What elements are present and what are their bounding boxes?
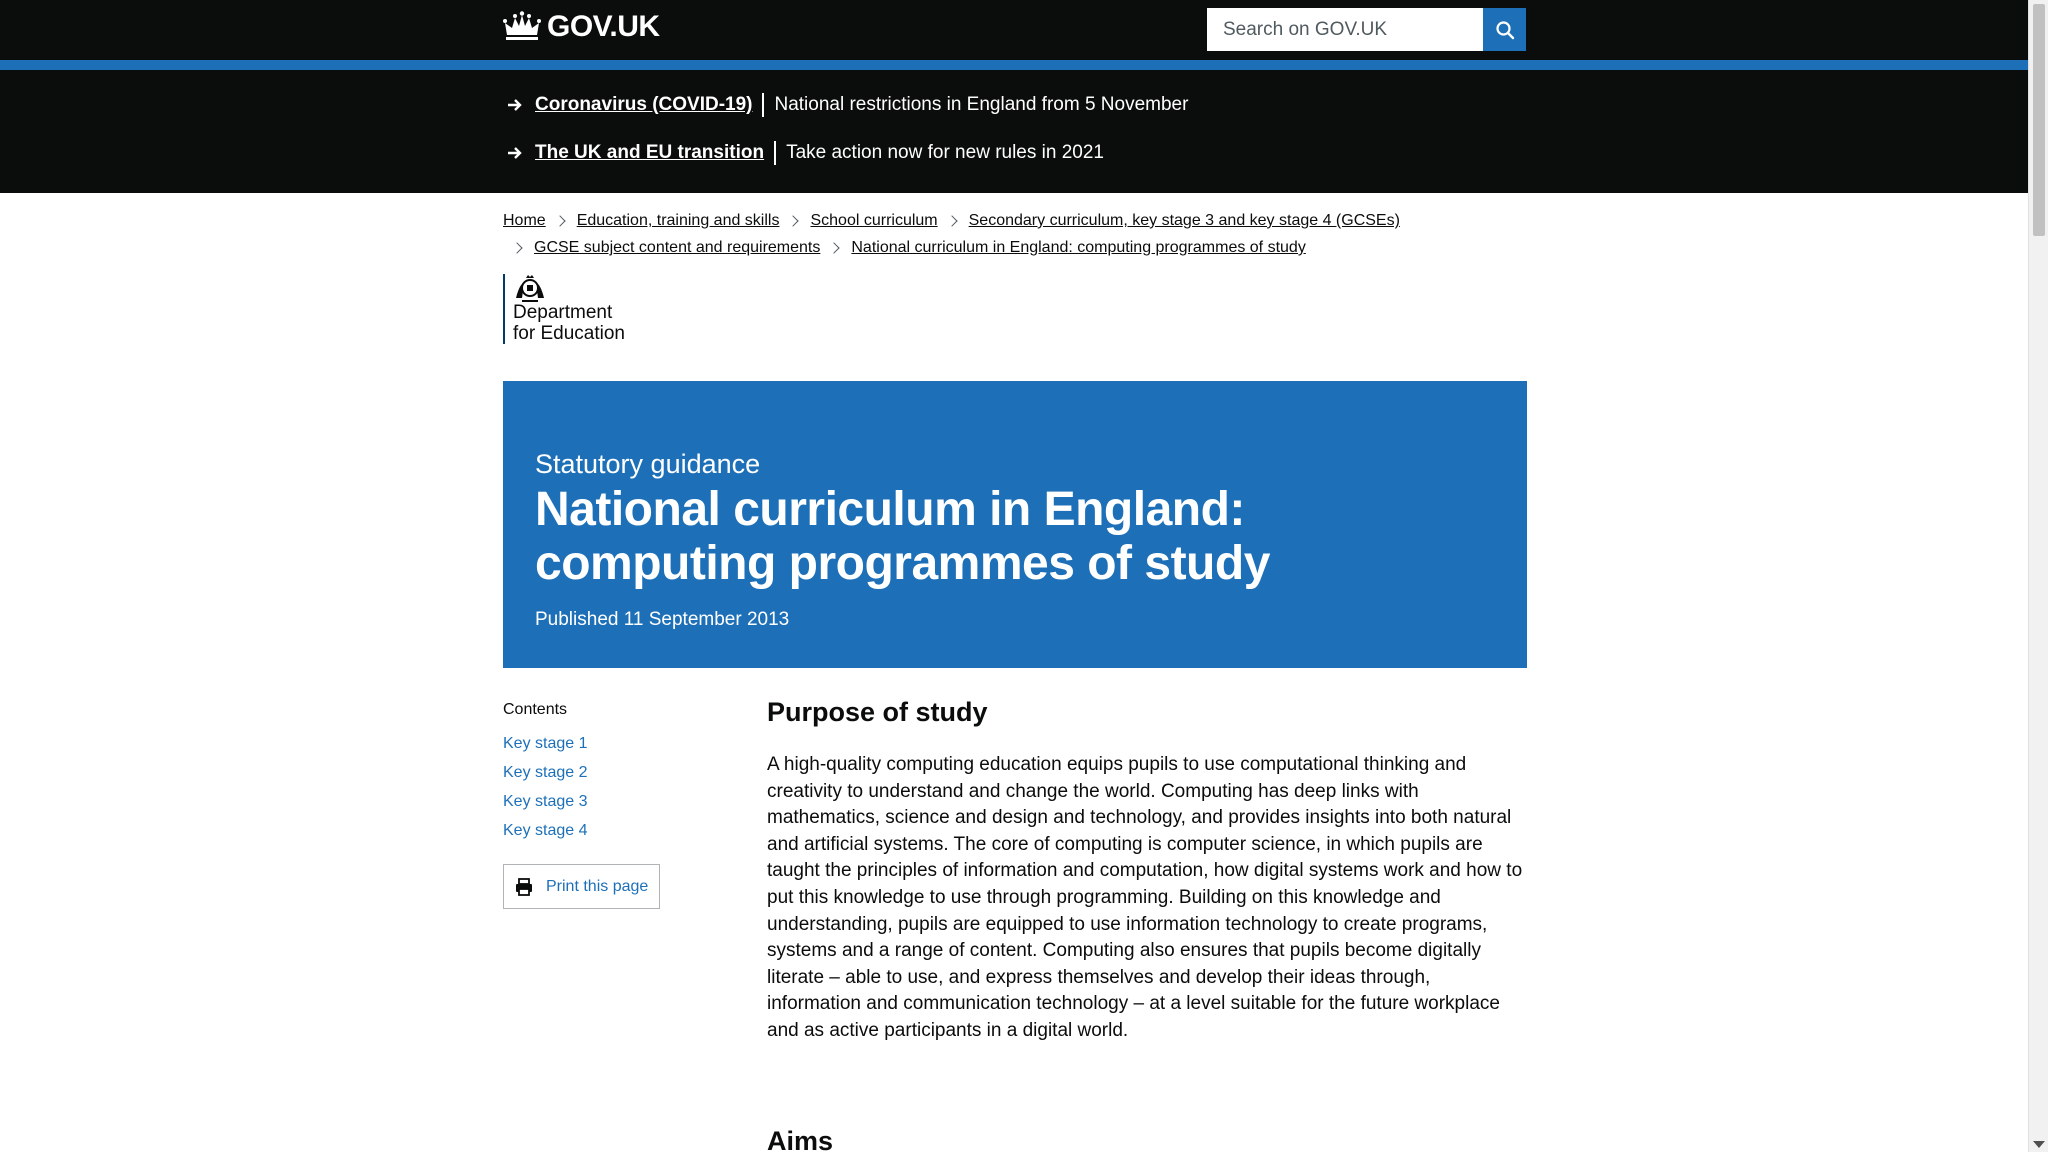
breadcrumb-gcse-subject[interactable]: GCSE subject content and requirements xyxy=(534,239,821,256)
contents-list xyxy=(503,729,733,845)
print-page-label: Print this page xyxy=(546,877,649,895)
search-button[interactable] xyxy=(1483,8,1526,51)
breadcrumb-row xyxy=(503,234,1533,261)
printer-icon xyxy=(514,877,534,897)
breadcrumb-current-page[interactable]: National curriculum in England: computing programmes of study xyxy=(851,239,1306,256)
org-name-line2: for Education xyxy=(513,323,625,344)
list-item xyxy=(503,816,733,845)
divider xyxy=(774,141,776,165)
print-page-button[interactable] xyxy=(503,864,660,909)
covid-link[interactable]: Coronavirus (COVID-19) xyxy=(535,94,753,115)
section-heading-purpose: Purpose of study xyxy=(767,697,988,727)
search-input[interactable] xyxy=(1207,8,1483,51)
divider xyxy=(762,93,764,117)
breadcrumb-secondary-curriculum[interactable]: Secondary curriculum, key stage 3 and key stage 4 (GCSEs) xyxy=(968,212,1400,229)
breadcrumb-row xyxy=(503,207,1533,234)
chevron-right-icon xyxy=(554,215,565,226)
search-form xyxy=(1207,8,1526,51)
header-blue-stripe xyxy=(0,60,2028,70)
scrollbar-thumb[interactable] xyxy=(2033,4,2045,236)
section-heading-aims: Aims xyxy=(767,1126,834,1152)
contents-link-key-stage-3[interactable]: Key stage 3 xyxy=(503,793,588,810)
breadcrumb xyxy=(503,207,1533,261)
chevron-right-icon xyxy=(946,215,957,226)
chevron-right-icon xyxy=(788,215,799,226)
contents-link-key-stage-4[interactable]: Key stage 4 xyxy=(503,822,588,839)
eu-transition-text: Take action now for new rules in 2021 xyxy=(786,142,1104,163)
vertical-scrollbar[interactable] xyxy=(2028,0,2048,1152)
published-date: Published 11 September 2013 xyxy=(535,609,790,630)
breadcrumb-education[interactable]: Education, training and skills xyxy=(576,212,780,229)
breadcrumb-home[interactable]: Home xyxy=(503,212,546,229)
page-title: National curriculum in England: computing programmes of study xyxy=(535,483,1270,590)
global-bar-item xyxy=(505,141,1104,165)
global-bar xyxy=(0,70,2028,193)
list-item xyxy=(503,758,733,787)
arrow-right-icon xyxy=(505,143,525,163)
breadcrumb-school-curriculum[interactable]: School curriculum xyxy=(810,212,938,229)
chevron-right-icon xyxy=(829,242,840,253)
global-bar-item xyxy=(505,93,1188,117)
site-header xyxy=(0,0,2028,60)
purpose-paragraph: A high-quality computing education equips pupils to use computational thinking and creativity to understand and change the world. Computing has deep links with mathematics, science and design and technology, and provides insights into both natural and artificial systems. The core of computing is computer science, in which pupils are taught the principles of information and computation, how digital systems work and how to put this knowledge to use through programming. Building on this knowledge and understanding, pupils are equipped to use information technology to create programs, systems and a range of content. Computing also ensures that pupils become digitally literate – able to use, and express themselves and develop their ideas through, information and communication technology – at a level suitable for the future workplace and as active participants in a digital world. xyxy=(767,754,1523,1041)
scroll-down-arrow-icon[interactable] xyxy=(2033,1141,2045,1148)
list-item xyxy=(503,787,733,816)
org-name-line1: Department xyxy=(513,302,613,323)
main-content xyxy=(767,697,1527,1045)
contents-link-key-stage-1[interactable]: Key stage 1 xyxy=(503,735,588,752)
royal-crest-icon xyxy=(513,274,547,302)
crown-icon xyxy=(503,11,541,43)
contents-nav xyxy=(503,701,733,845)
arrow-right-icon xyxy=(505,95,525,115)
page-hero xyxy=(503,381,1527,668)
contents-link-key-stage-2[interactable]: Key stage 2 xyxy=(503,764,588,781)
document-type: Statutory guidance xyxy=(535,449,761,479)
chevron-right-icon xyxy=(511,242,522,253)
eu-transition-link[interactable]: The UK and EU transition xyxy=(535,142,765,163)
contents-title: Contents xyxy=(503,701,568,718)
search-icon xyxy=(1495,20,1515,40)
logo-text: GOV.UK xyxy=(547,10,660,43)
covid-text: National restrictions in England from 5 November xyxy=(774,94,1189,115)
department-for-education-logo[interactable] xyxy=(503,274,625,344)
govuk-logo-link[interactable] xyxy=(503,10,660,44)
list-item xyxy=(503,729,733,758)
